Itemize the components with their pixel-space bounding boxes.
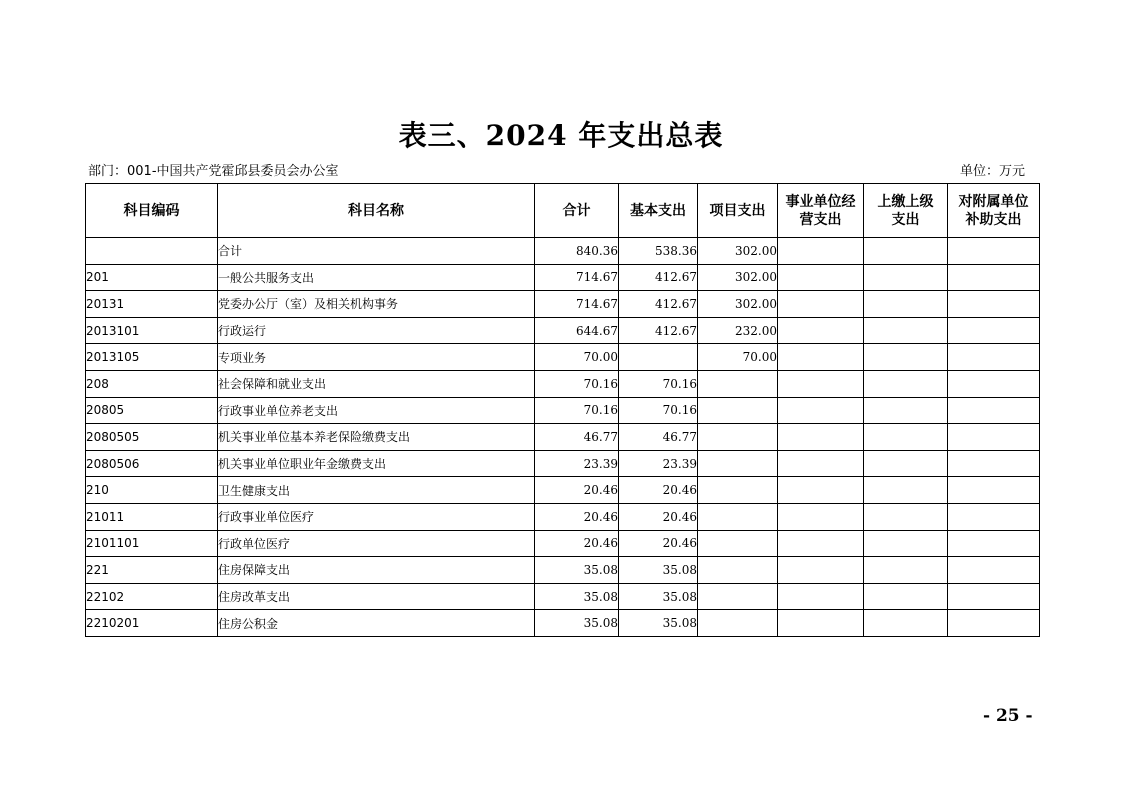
table-body bbox=[86, 238, 1040, 637]
header-name: 科目名称 bbox=[218, 184, 535, 238]
cell-project bbox=[698, 450, 778, 477]
cell-total: 23.39 bbox=[535, 450, 619, 477]
cell-business bbox=[778, 477, 864, 504]
cell-code: 2101101 bbox=[86, 530, 218, 557]
cell-project: 302.00 bbox=[698, 264, 778, 291]
cell-total: 46.77 bbox=[535, 424, 619, 451]
cell-code: 2013105 bbox=[86, 344, 218, 371]
cell-basic: 70.16 bbox=[619, 397, 698, 424]
cell-code: 208 bbox=[86, 370, 218, 397]
cell-project bbox=[698, 610, 778, 637]
cell-basic: 46.77 bbox=[619, 424, 698, 451]
cell-name: 社会保障和就业支出 bbox=[218, 370, 535, 397]
cell-basic: 35.08 bbox=[619, 583, 698, 610]
table-row bbox=[86, 530, 1040, 557]
cell-name: 党委办公厅（室）及相关机构事务 bbox=[218, 291, 535, 318]
cell-basic: 20.46 bbox=[619, 477, 698, 504]
cell-total: 840.36 bbox=[535, 238, 619, 265]
table-row bbox=[86, 370, 1040, 397]
cell-basic: 20.46 bbox=[619, 503, 698, 530]
cell-code: 2013101 bbox=[86, 317, 218, 344]
table-row bbox=[86, 610, 1040, 637]
cell-total: 644.67 bbox=[535, 317, 619, 344]
header-subsidy-line2: 补助支出 bbox=[965, 211, 1022, 228]
cell-business bbox=[778, 450, 864, 477]
header-upper-line2: 支出 bbox=[891, 211, 920, 228]
cell-code: 2080505 bbox=[86, 424, 218, 451]
cell-basic bbox=[619, 344, 698, 371]
cell-total: 70.16 bbox=[535, 370, 619, 397]
cell-subsidy bbox=[948, 450, 1040, 477]
cell-business bbox=[778, 583, 864, 610]
cell-business bbox=[778, 264, 864, 291]
cell-upper bbox=[864, 477, 948, 504]
cell-basic: 35.08 bbox=[619, 610, 698, 637]
cell-subsidy bbox=[948, 503, 1040, 530]
cell-business bbox=[778, 317, 864, 344]
table-row bbox=[86, 450, 1040, 477]
cell-project bbox=[698, 530, 778, 557]
page-number: - 25 - bbox=[983, 706, 1033, 726]
table-row bbox=[86, 583, 1040, 610]
table-row bbox=[86, 238, 1040, 265]
cell-upper bbox=[864, 530, 948, 557]
table-row bbox=[86, 291, 1040, 318]
cell-name: 行政单位医疗 bbox=[218, 530, 535, 557]
cell-project: 302.00 bbox=[698, 238, 778, 265]
cell-subsidy bbox=[948, 344, 1040, 371]
cell-business bbox=[778, 344, 864, 371]
cell-business bbox=[778, 557, 864, 584]
cell-subsidy bbox=[948, 317, 1040, 344]
table-row bbox=[86, 424, 1040, 451]
header-subsidy bbox=[948, 184, 1040, 238]
cell-upper bbox=[864, 583, 948, 610]
table-row bbox=[86, 317, 1040, 344]
cell-code: 22102 bbox=[86, 583, 218, 610]
cell-upper bbox=[864, 291, 948, 318]
cell-subsidy bbox=[948, 238, 1040, 265]
cell-project: 302.00 bbox=[698, 291, 778, 318]
cell-upper bbox=[864, 317, 948, 344]
header-code: 科目编码 bbox=[86, 184, 218, 238]
cell-business bbox=[778, 291, 864, 318]
table-row bbox=[86, 557, 1040, 584]
cell-upper bbox=[864, 610, 948, 637]
cell-upper bbox=[864, 397, 948, 424]
cell-project bbox=[698, 477, 778, 504]
cell-subsidy bbox=[948, 610, 1040, 637]
table-row bbox=[86, 503, 1040, 530]
cell-upper bbox=[864, 238, 948, 265]
cell-project bbox=[698, 370, 778, 397]
cell-basic: 412.67 bbox=[619, 317, 698, 344]
cell-name: 住房公积金 bbox=[218, 610, 535, 637]
cell-code: 221 bbox=[86, 557, 218, 584]
cell-subsidy bbox=[948, 291, 1040, 318]
cell-project bbox=[698, 557, 778, 584]
cell-subsidy bbox=[948, 397, 1040, 424]
cell-upper bbox=[864, 557, 948, 584]
table-header-row bbox=[86, 184, 1040, 238]
cell-business bbox=[778, 610, 864, 637]
cell-total: 70.00 bbox=[535, 344, 619, 371]
cell-upper bbox=[864, 370, 948, 397]
cell-project bbox=[698, 583, 778, 610]
cell-total: 70.16 bbox=[535, 397, 619, 424]
cell-code: 20805 bbox=[86, 397, 218, 424]
cell-name: 合计 bbox=[218, 238, 535, 265]
cell-total: 714.67 bbox=[535, 291, 619, 318]
header-project: 项目支出 bbox=[698, 184, 778, 238]
cell-project: 232.00 bbox=[698, 317, 778, 344]
cell-upper bbox=[864, 264, 948, 291]
cell-subsidy bbox=[948, 477, 1040, 504]
header-business-line2: 营支出 bbox=[799, 211, 842, 228]
cell-total: 20.46 bbox=[535, 477, 619, 504]
cell-total: 714.67 bbox=[535, 264, 619, 291]
cell-name: 行政运行 bbox=[218, 317, 535, 344]
cell-total: 35.08 bbox=[535, 583, 619, 610]
cell-name: 机关事业单位职业年金缴费支出 bbox=[218, 450, 535, 477]
cell-total: 35.08 bbox=[535, 610, 619, 637]
unit-label: 单位：万元 bbox=[959, 164, 1025, 179]
cell-name: 行政事业单位养老支出 bbox=[218, 397, 535, 424]
header-business-line1: 事业单位经 bbox=[785, 193, 856, 210]
cell-name: 机关事业单位基本养老保险缴费支出 bbox=[218, 424, 535, 451]
header-business bbox=[778, 184, 864, 238]
cell-upper bbox=[864, 424, 948, 451]
cell-basic: 412.67 bbox=[619, 264, 698, 291]
header-total: 合计 bbox=[535, 184, 619, 238]
cell-name: 住房改革支出 bbox=[218, 583, 535, 610]
cell-project bbox=[698, 397, 778, 424]
cell-business bbox=[778, 238, 864, 265]
department-label: 部门：001-中国共产党霍邱县委员会办公室 bbox=[88, 164, 339, 179]
cell-business bbox=[778, 503, 864, 530]
table-row bbox=[86, 397, 1040, 424]
table-row bbox=[86, 264, 1040, 291]
cell-name: 行政事业单位医疗 bbox=[218, 503, 535, 530]
cell-business bbox=[778, 424, 864, 451]
cell-business bbox=[778, 370, 864, 397]
cell-upper bbox=[864, 450, 948, 477]
cell-total: 20.46 bbox=[535, 503, 619, 530]
header-basic: 基本支出 bbox=[619, 184, 698, 238]
cell-basic: 412.67 bbox=[619, 291, 698, 318]
cell-code: 20131 bbox=[86, 291, 218, 318]
header-upper bbox=[864, 184, 948, 238]
cell-subsidy bbox=[948, 370, 1040, 397]
cell-project bbox=[698, 503, 778, 530]
table-row bbox=[86, 344, 1040, 371]
cell-name: 一般公共服务支出 bbox=[218, 264, 535, 291]
cell-total: 35.08 bbox=[535, 557, 619, 584]
cell-code: 21011 bbox=[86, 503, 218, 530]
header-subsidy-line1: 对附属单位 bbox=[958, 193, 1029, 210]
table-row bbox=[86, 477, 1040, 504]
cell-code bbox=[86, 238, 218, 265]
cell-business bbox=[778, 530, 864, 557]
cell-code: 210 bbox=[86, 477, 218, 504]
cell-basic: 20.46 bbox=[619, 530, 698, 557]
cell-upper bbox=[864, 344, 948, 371]
cell-name: 住房保障支出 bbox=[218, 557, 535, 584]
cell-basic: 35.08 bbox=[619, 557, 698, 584]
cell-subsidy bbox=[948, 530, 1040, 557]
cell-name: 专项业务 bbox=[218, 344, 535, 371]
cell-code: 2080506 bbox=[86, 450, 218, 477]
cell-subsidy bbox=[948, 424, 1040, 451]
cell-basic: 70.16 bbox=[619, 370, 698, 397]
cell-basic: 23.39 bbox=[619, 450, 698, 477]
header-upper-line1: 上缴上级 bbox=[877, 193, 934, 210]
cell-basic: 538.36 bbox=[619, 238, 698, 265]
cell-subsidy bbox=[948, 557, 1040, 584]
cell-code: 2210201 bbox=[86, 610, 218, 637]
page-title: 表三、2024 年支出总表 bbox=[398, 119, 724, 152]
cell-total: 20.46 bbox=[535, 530, 619, 557]
cell-name: 卫生健康支出 bbox=[218, 477, 535, 504]
cell-upper bbox=[864, 503, 948, 530]
cell-business bbox=[778, 397, 864, 424]
expenditure-table bbox=[85, 183, 1040, 637]
cell-subsidy bbox=[948, 583, 1040, 610]
cell-project bbox=[698, 424, 778, 451]
cell-subsidy bbox=[948, 264, 1040, 291]
cell-project: 70.00 bbox=[698, 344, 778, 371]
cell-code: 201 bbox=[86, 264, 218, 291]
